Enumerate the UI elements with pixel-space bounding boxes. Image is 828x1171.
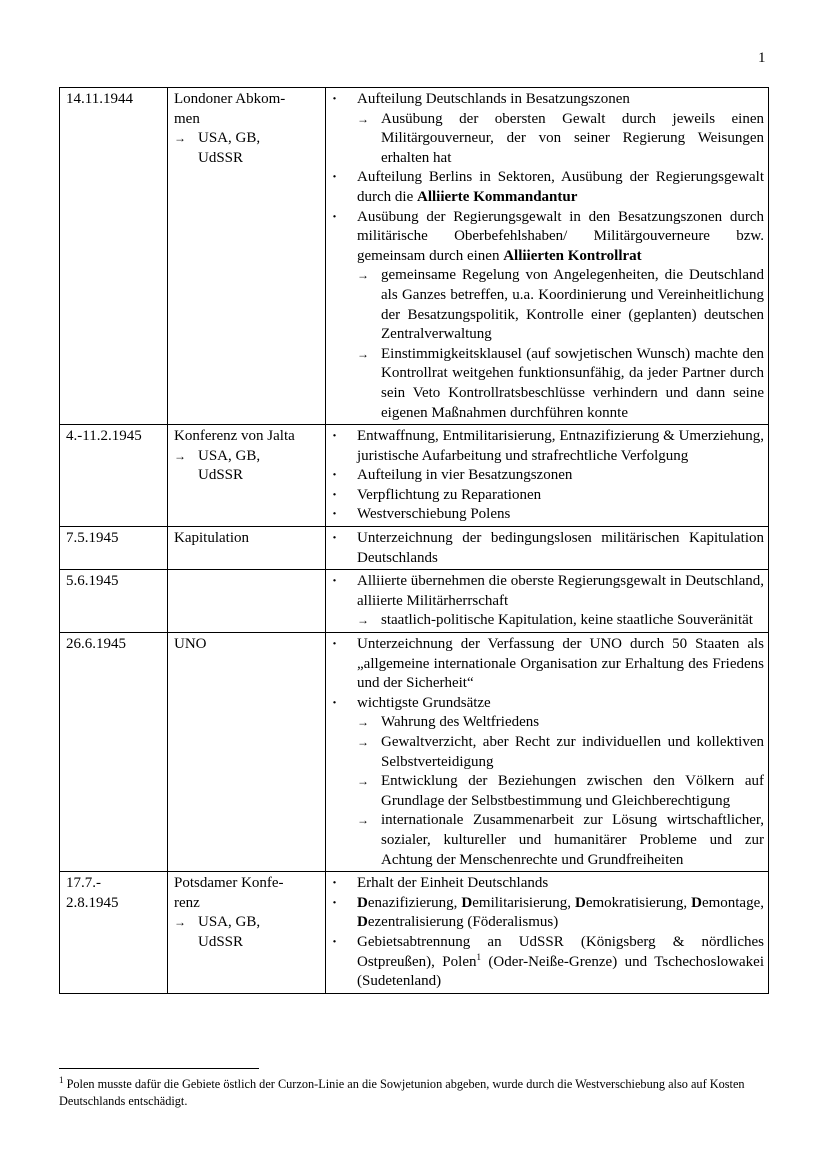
points-cell <box>326 527 769 570</box>
text-run: Entwaffnung, Entmilitarisierung, Entnazifizierung & Umerziehung, juristische Aufarbeitung und strafrechtliche Verfolgung <box>357 428 764 464</box>
point-text <box>357 529 764 568</box>
bullet-item <box>332 635 764 694</box>
date-cell <box>60 88 168 425</box>
points-cell <box>326 633 769 872</box>
bullet-list <box>332 90 764 423</box>
arrow-icon: → <box>357 111 369 126</box>
date: 5.6.1945 <box>66 573 119 590</box>
arrow-icon: → <box>174 915 186 930</box>
sub-item <box>357 772 764 811</box>
bold-term: D <box>691 894 702 911</box>
sub-text: Entwicklung der Beziehungen zwischen den Völkern auf Grundlage der Selbstbestimmung und Gleichberechtigung <box>381 773 764 809</box>
point-text <box>357 168 764 207</box>
table-row <box>60 425 769 527</box>
point-text <box>357 874 764 894</box>
bullet-item <box>332 486 764 506</box>
parties-text: USA, GB, UdSSR <box>198 914 261 950</box>
sub-text: Ausübung der obersten Gewalt durch jeweils einen Militärgouverneur, der von seiner Regierung Weisungen erhalten hat <box>381 110 764 166</box>
footnote-marker: 1 <box>59 1074 64 1085</box>
parties-text: USA, GB, UdSSR <box>198 130 261 166</box>
parties-text: USA, GB, UdSSR <box>198 447 261 484</box>
bullet-item <box>332 90 764 168</box>
sub-item <box>357 345 764 423</box>
text-run: Alliierte übernehmen die oberste Regierungsgewalt in Deutschland, alliierte Militärherrschaft <box>357 573 764 609</box>
bullet-item <box>332 572 764 631</box>
text-run: Gebietsabtrennung an UdSSR (Königsberg & nördliches Ostpreußen), Polen <box>357 933 764 970</box>
text-run: Aufteilung Deutschlands in Besatzungszonen <box>357 91 630 107</box>
event-title: Potsdamer Konfe- renz <box>174 875 284 911</box>
arrow-icon: → <box>357 735 369 749</box>
table-row <box>60 633 769 872</box>
sub-item <box>357 811 764 870</box>
arrow-icon: → <box>357 268 369 283</box>
sub-text: staatlich-politische Kapitulation, keine staatliche Souveränität <box>381 612 753 629</box>
bold-term: D <box>357 894 368 911</box>
arrow-icon: → <box>357 613 369 628</box>
bullet-item <box>332 933 764 992</box>
arrow-icon: → <box>174 448 186 463</box>
point-text <box>357 894 764 933</box>
bold-term: D <box>461 894 473 911</box>
arrow-icon: → <box>174 131 186 146</box>
footnote-ref: 1 <box>476 951 481 962</box>
text-run: wichtigste Grundsätze <box>357 694 491 711</box>
point-text <box>357 933 764 992</box>
sub-item <box>357 611 764 631</box>
point-text <box>357 208 764 267</box>
point-text <box>357 635 764 694</box>
event-cell <box>168 88 326 425</box>
event-cell <box>168 633 326 872</box>
text-run: Unterzeichnung der Verfassung der UNO durch 50 Staaten als „allgemeine internationale Organisation zur Erhaltung des Friedens und der Sicherheit“ <box>357 636 764 692</box>
page-number: 1 <box>758 50 766 66</box>
bullet-list <box>332 572 764 631</box>
bold-term: D <box>357 914 368 931</box>
bullet-item <box>332 529 764 568</box>
text-run: Ausübung der Regierungsgewalt in den Besatzungszonen durch militärische Oberbefehlshaben/ Militärgouverneure bzw. gemeinsam durch einen <box>357 208 764 264</box>
table-row <box>60 527 769 570</box>
event-cell <box>168 425 326 527</box>
bullet-item <box>332 168 764 207</box>
bullet-list <box>332 635 764 870</box>
date-cell <box>60 633 168 872</box>
event-title: Kapitulation <box>174 530 249 547</box>
bullet-item <box>332 505 764 525</box>
event-cell <box>168 570 326 633</box>
point-text <box>357 505 764 525</box>
bullet-list <box>332 529 764 568</box>
points-cell <box>326 88 769 425</box>
event-cell <box>168 872 326 994</box>
event-title: UNO <box>174 636 207 653</box>
footnote <box>59 1076 769 1110</box>
arrow-icon: → <box>357 813 369 828</box>
sub-item <box>357 266 764 344</box>
date-cell <box>60 872 168 994</box>
arrow-icon: → <box>357 346 369 361</box>
sub-text: gemeinsame Regelung von Angelegenheiten, die Deutschland als Ganzes betreffen, u.a. Koordinierung und Vereinheitlichung der Besatzungspolitik, Kontrolle einer (geplanten) deutschen Zentralverwaltung <box>381 267 764 343</box>
text-run: Aufteilung Berlins in Sektoren, Ausübung der Regierungsgewalt durch die <box>357 169 764 205</box>
text-run: Unterzeichnung der bedingungslosen militärischen Kapitulation Deutschlands <box>357 530 764 566</box>
event-title: Konferenz von Jalta <box>174 428 295 445</box>
bullet-item <box>332 466 764 486</box>
sub-text: Wahrung des Weltfriedens <box>381 714 540 731</box>
bullet-item <box>332 694 764 870</box>
text-run: Erhalt der Einheit Deutschlands <box>357 875 549 892</box>
text-run: Verpflichtung zu Reparationen <box>357 486 542 503</box>
sub-item <box>357 110 764 169</box>
sub-text: Einstimmigkeitsklausel (auf sowjetischen Wunsch) machte den Kontrollrat weitgehen funktionsunfähig, da jeder Partner durch sein Veto Kontrollratsbeschlüsse verhindern und dann seine eigenen Maßnahmen durchführen konnte <box>381 345 764 421</box>
bullet-list <box>332 427 764 525</box>
sub-list <box>357 611 764 631</box>
parties <box>174 129 321 168</box>
text-run: ezentralisierung (Föderalismus) <box>367 914 559 931</box>
bullet-item <box>332 874 764 894</box>
sub-text: internationale Zusammenarbeit zur Lösung wirtschaftlicher, sozialer, kultureller und humanitärer Probleme und zur Achtung der Menschenrechte und Grundfreiheiten <box>381 812 764 868</box>
point-text <box>357 572 764 611</box>
points-cell <box>326 425 769 527</box>
point-text <box>357 90 764 110</box>
sub-list <box>357 713 764 870</box>
bold-term: Alliierten Kontrollrat <box>503 247 642 264</box>
date: 17.7.- 2.8.1945 <box>66 875 119 911</box>
table-row <box>60 88 769 425</box>
bold-term: D <box>575 894 586 911</box>
table-row <box>60 872 769 994</box>
arrow-icon: → <box>357 715 369 730</box>
point-text <box>357 466 764 486</box>
timeline-body <box>60 88 769 994</box>
parties <box>174 913 321 952</box>
date: 14.11.1944 <box>66 91 133 107</box>
text-run: Westverschiebung Polens <box>357 506 511 523</box>
date-cell <box>60 570 168 633</box>
point-text <box>357 427 764 466</box>
event-title: Londoner Abkom- men <box>174 91 286 127</box>
date: 4.-11.2.1945 <box>66 428 142 445</box>
text-run: emilitarisierung, <box>472 894 575 911</box>
sub-item <box>357 713 764 733</box>
footnote-divider <box>59 1068 259 1069</box>
points-cell <box>326 570 769 633</box>
point-text <box>357 486 764 506</box>
text-run: Aufteilung in vier Besatzungszonen <box>357 467 573 484</box>
sub-list <box>357 266 764 423</box>
text-run: emontage, <box>701 894 764 911</box>
date-cell <box>60 527 168 570</box>
parties <box>174 447 321 486</box>
event-cell <box>168 527 326 570</box>
text-run: emokratisierung, <box>585 894 692 911</box>
bullet-item <box>332 208 764 424</box>
timeline-table <box>59 87 769 994</box>
points-cell <box>326 872 769 994</box>
date: 7.5.1945 <box>66 530 119 547</box>
text-run: enazifizierung, <box>367 894 462 911</box>
date-cell <box>60 425 168 527</box>
footnote-text: Polen musste dafür die Gebiete östlich der Curzon-Linie an die Sowjetunion abgeben, wurde durch die Westverschiebung also auf Kosten Deutschlands entschädigt. <box>59 1077 745 1108</box>
date: 26.6.1945 <box>66 636 126 653</box>
table-row <box>60 570 769 633</box>
bullet-list <box>332 874 764 992</box>
bullet-item <box>332 427 764 466</box>
arrow-icon: → <box>357 774 369 789</box>
sub-list <box>357 110 764 169</box>
sub-item <box>357 733 764 772</box>
bullet-item <box>332 894 764 933</box>
point-text <box>357 694 764 714</box>
text-run: (Oder-Neiße-Grenze) und Tschechoslowakei (Sudetenland) <box>357 953 764 990</box>
sub-text: Gewaltverzicht, aber Recht zur individuellen und kollektiven Selbstverteidigung <box>381 734 764 770</box>
bold-term: Alliierte Kommandantur <box>416 188 578 205</box>
